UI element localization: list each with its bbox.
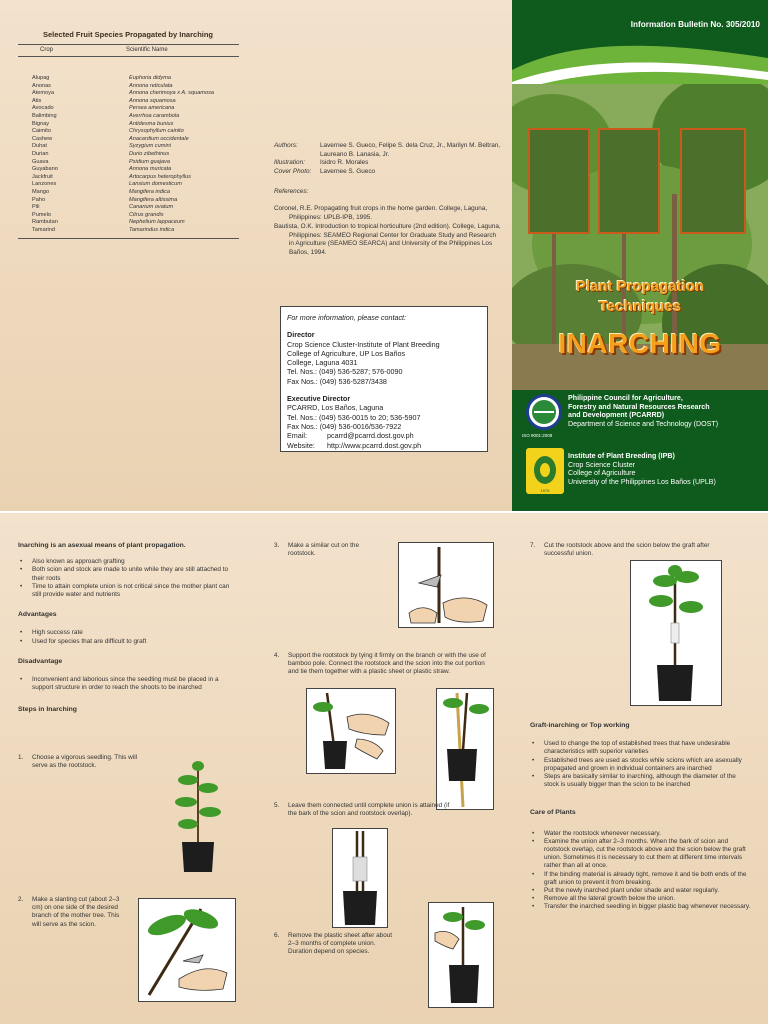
top-working-section xyxy=(530,722,752,912)
credits xyxy=(274,142,502,259)
cover-panel xyxy=(512,0,768,512)
table-row xyxy=(18,90,239,98)
illustration-value: Isidro R. Morales xyxy=(320,159,369,167)
final-plant-icon xyxy=(631,561,721,705)
col-scientific-name: Scientific Name xyxy=(126,47,168,53)
step-number: 6. xyxy=(274,932,280,939)
table-title: Selected Fruit Species Propagated by Inarching xyxy=(42,30,214,39)
remove-plastic-icon xyxy=(429,903,493,1007)
crop-cell: Mango xyxy=(32,188,50,195)
credits-panel xyxy=(256,0,512,512)
scientific-name-cell: Annona cherimoya x A. squamosa xyxy=(129,90,214,97)
intro-bullet: • Both scion and stock are made to unite while they are still attached to their roots xyxy=(18,566,238,582)
director-title: Director xyxy=(287,330,315,340)
step-text: Leave them connected until complete union is attained (if the bark of the scion and rootstock overlap). xyxy=(288,802,450,818)
step-1 xyxy=(18,754,148,770)
advantage-bullet: • High success rate xyxy=(18,629,238,637)
care-bullet: • Water the rootstock whenever necessary. xyxy=(530,830,752,838)
table-row xyxy=(18,143,239,151)
table-row xyxy=(18,227,239,235)
website-row xyxy=(287,441,481,450)
ipb-line-2: Crop Science Cluster xyxy=(568,460,636,469)
crop-cell: Pumelo xyxy=(32,211,51,218)
table-row xyxy=(18,181,239,189)
crop-cell: Rambutan xyxy=(32,219,58,226)
scientific-name-cell: Psidium guajava xyxy=(129,158,171,165)
crop-cell: Caimito xyxy=(32,128,51,135)
reference-1: Coronel, R.E. Propagating fruit crops in the home garden. College, Laguna, Philippines: UPLB-IPB, 1995. xyxy=(274,204,488,221)
step-number: 5. xyxy=(274,802,280,809)
table-row xyxy=(18,136,239,144)
website-label: Website: xyxy=(287,440,315,450)
care-bullet: • Put the newly inarched plant under shade and water regularly. xyxy=(530,887,752,895)
scientific-name-cell: Lansium domesticum xyxy=(129,181,182,188)
step-4 xyxy=(274,652,496,677)
scientific-name-cell: Averrhoa carambola xyxy=(129,112,180,119)
care-heading: Care of Plants xyxy=(530,809,576,817)
page-divider xyxy=(0,511,768,513)
steps-heading: Steps in Inarching xyxy=(18,706,77,714)
pcarrd-line-3: and Development (PCARRD) xyxy=(568,411,665,420)
crop-cell: Atis xyxy=(32,97,42,104)
crop-cell: Jackfruit xyxy=(32,173,53,180)
table-row xyxy=(18,212,239,220)
scientific-name-cell: Artocarpus heterophyllus xyxy=(129,173,191,180)
table-body xyxy=(18,57,239,238)
top-working-bullet: • Steps are basically similar to inarching, although the diameter of the stock is usually bigger than the scion to be inarched xyxy=(530,773,752,789)
illustration-row xyxy=(274,159,502,168)
authors-label: Authors: xyxy=(274,142,298,149)
executive-director-title: Executive Director xyxy=(287,394,351,404)
intro-panel xyxy=(0,512,256,1024)
scientific-name-cell: Mangifera altissima xyxy=(129,196,178,203)
crop-cell: Bignay xyxy=(32,120,50,127)
crop-cell: Pili xyxy=(32,204,40,211)
intro-section xyxy=(18,542,238,725)
cover-main-title: INARCHING xyxy=(558,328,722,359)
scientific-name-cell: Syzygium cumini xyxy=(129,143,171,150)
step-number: 7. xyxy=(530,542,536,549)
table-row xyxy=(18,174,239,182)
top-working-bullet: • Used to change the top of established trees that have undesirable characteristics with superior varieties xyxy=(530,740,752,756)
rootstock-cut-icon xyxy=(399,543,493,627)
authors-value: Lavernee S. Gueco, Felipe S. dela Cruz, Jr., Marilyn M. Beltran, Laureano B. Lanasia, Jr. xyxy=(320,142,501,158)
bamboo-support-icon xyxy=(437,689,493,809)
intro-bullets xyxy=(18,558,238,599)
advantage-bullet: • Used for species that are difficult to graft xyxy=(18,638,238,646)
crop-cell: Durian xyxy=(32,150,49,157)
table-row xyxy=(18,75,239,83)
step-5 xyxy=(274,802,454,818)
table-row xyxy=(18,197,239,205)
email-row xyxy=(287,431,481,440)
website-link[interactable]: http://www.pcarrd.dost.gov.ph xyxy=(327,440,422,450)
seedling-illustration xyxy=(168,758,228,874)
pcarrd-line-1: Philippine Council for Agriculture, xyxy=(568,394,683,402)
table-row xyxy=(18,128,239,136)
table-row xyxy=(18,98,239,106)
scientific-name-cell: Tamarindus indica xyxy=(129,226,175,233)
cover-photo-label: Cover Photo: xyxy=(274,167,312,175)
step-number: 1. xyxy=(18,754,24,761)
photo-inset-2 xyxy=(598,128,660,234)
step-text: Choose a vigorous seedling. This will serve as the rootstock. xyxy=(32,754,138,770)
top-working-bullets xyxy=(530,740,752,789)
care-bullet: • If the binding material is already tight, remove it and tie both ends of the graft union to prevent it from breaking. xyxy=(530,871,752,887)
advantages-heading: Advantages xyxy=(18,611,57,619)
intro-bullet: • Also known as approach grafting xyxy=(18,558,238,566)
table-row xyxy=(18,159,239,167)
cover-title-line-2: Techniques xyxy=(598,298,682,315)
step-text: Support the rootstock by tying it firmly on the branch or with the use of bamboo pole. Connect the rootstock and the scion into the cut portion and tie them together with a plastic sheet or plastic straw. xyxy=(288,652,486,676)
director-fax: Fax Nos.: (049) 536-5287/3438 xyxy=(287,376,387,386)
scientific-name-cell: Durio zibethinus xyxy=(129,150,170,157)
bulletin-number: Information Bulletin No. 305/2010 xyxy=(630,20,760,29)
scientific-name-cell: Chrysophyllum cainito xyxy=(129,128,184,135)
cover-photo-row xyxy=(274,168,502,177)
scientific-name-cell: Persea americana xyxy=(129,105,175,112)
crop-cell: Alupag xyxy=(32,75,50,81)
table-row xyxy=(18,121,239,129)
scientific-name-cell: Nephelium lappaceum xyxy=(129,219,185,226)
step-text: Make a similar cut on the rootstock. xyxy=(288,542,360,558)
email-link[interactable]: pcarrd@pcarrd.dost.gov.ph xyxy=(327,431,414,441)
care-bullet: • Transfer the inarched seedling in bigger plastic bag whenever necessary. xyxy=(530,903,752,911)
tying-icon xyxy=(307,689,395,773)
step-number: 2. xyxy=(18,896,24,903)
care-panel xyxy=(512,512,768,1024)
crop-cell: Anonas xyxy=(32,82,51,89)
scientific-name-cell: Antidesma bunius xyxy=(129,120,174,127)
crop-cell: Tamarind xyxy=(32,226,56,233)
step-2 xyxy=(18,896,122,929)
director-line-1: Crop Science Cluster-Institute of Plant Breeding xyxy=(287,339,440,349)
iso-label: ISO 9001:2008 xyxy=(522,433,553,438)
union-icon xyxy=(333,829,387,927)
table-row xyxy=(18,166,239,174)
contact-box xyxy=(280,306,488,452)
care-bullet: • Examine the union after 2–3 months. When the bark of scion and rootstock overlap, cut the rootstock above and the scion below the graft union. Sometimes it is necessary to cut them at different time intervals rather than all at once. xyxy=(530,838,752,871)
species-table-panel xyxy=(0,0,256,512)
connected-union-illustration xyxy=(332,828,388,928)
scientific-name-cell: Mangifera indica xyxy=(129,188,171,195)
remove-plastic-illustration xyxy=(428,902,494,1008)
disadvantage-bullets xyxy=(18,676,238,692)
step-3 xyxy=(274,542,386,558)
table-row xyxy=(18,83,239,91)
exec-fax: Fax Nos.: (049) 536-0016/536-7922 xyxy=(287,421,402,431)
care-bullet: • Remove all the lateral growth below the union. xyxy=(530,895,752,903)
cover-title-line-1: Plant Propagation xyxy=(575,278,705,295)
reference-2: Bautista, O.K. Introduction to tropical horticulture (2nd edition). College, Laguna, Philippines: SEAMEO Regional Center for Graduate Study and Research in Agriculture (SEAMEO SEARCA) and University of the Philippines Los Baños, 1994. xyxy=(274,223,501,256)
advantages-bullets xyxy=(18,629,238,645)
pcarrd-logo-icon xyxy=(529,397,559,427)
ipb-line-3: College of Agriculture xyxy=(568,469,636,478)
table-row xyxy=(18,113,239,121)
scientific-name-cell: Anacardium occidentale xyxy=(129,135,189,142)
scientific-name-cell: Annona muricata xyxy=(129,166,172,173)
pcarrd-logo xyxy=(526,394,562,430)
intro-bullet: • Time to attain complete union is not critical since the mother plant can still provide water and nutrients xyxy=(18,583,238,599)
crop-cell: Lanzones xyxy=(32,181,57,188)
cover-photo-value: Lavernee S. Gueco xyxy=(320,167,376,175)
top-working-heading: Graft-inarching or Top working xyxy=(530,722,630,729)
crop-cell: Balimbing xyxy=(32,112,57,119)
scientific-name-cell: Annona squamosa xyxy=(129,97,176,104)
step-text: Make a slanting cut (about 2–3 cm) on one side of the desired branch of the mother tree. This will serve as the scion. xyxy=(32,896,120,928)
illustration-label: Illustration: xyxy=(274,159,305,167)
ipb-logo-icon xyxy=(526,448,564,488)
intro-heading: Inarching is an asexual means of plant propagation. xyxy=(18,542,186,549)
table-row xyxy=(18,219,239,227)
scientific-name-cell: Canarium ovatum xyxy=(129,204,174,211)
tying-illustration xyxy=(306,688,396,774)
rootstock-cut-illustration xyxy=(398,542,494,628)
final-plant-illustration xyxy=(630,560,722,706)
ipb-info xyxy=(568,452,716,486)
table-row xyxy=(18,105,239,113)
pcarrd-info xyxy=(568,394,718,428)
crop-cell: Duhat xyxy=(32,143,47,150)
crop-cell: Avocado xyxy=(32,105,54,112)
scion-cut-icon xyxy=(139,899,235,1001)
slanting-cut-illustration xyxy=(138,898,236,1002)
steps-panel xyxy=(256,512,512,1024)
director-line-2: College of Agriculture, UP Los Baños xyxy=(287,348,406,358)
crop-cell: Guyabano xyxy=(32,166,58,173)
email-label: Email: xyxy=(287,431,307,441)
bamboo-support-illustration xyxy=(436,688,494,810)
director-tel: Tel. Nos.: (049) 536-5287; 576-0090 xyxy=(287,367,403,377)
director-line-3: College, Laguna 4031 xyxy=(287,358,358,368)
crop-cell: Atemoya xyxy=(32,90,55,97)
ipb-year: 1975 xyxy=(540,488,550,493)
table-header xyxy=(18,45,239,57)
authors-row xyxy=(274,142,502,159)
scientific-name-cell: Citrus grandis xyxy=(129,211,164,218)
references-title: References: xyxy=(274,188,309,196)
photo-inset-3 xyxy=(680,128,746,234)
exec-tel: Tel. Nos.: (049) 536-0015 to 20; 536-5907 xyxy=(287,412,421,422)
care-bullets xyxy=(530,830,752,912)
pcarrd-line-4: Department of Science and Technology (DOST) xyxy=(568,419,719,428)
crop-cell: Cashew xyxy=(32,135,53,142)
species-table xyxy=(18,44,239,239)
crop-cell: Guava xyxy=(32,158,49,165)
step-7 xyxy=(530,542,720,558)
step-number: 3. xyxy=(274,542,280,549)
ipb-line-1: Institute of Plant Breeding (IPB) xyxy=(568,452,675,460)
table-row xyxy=(18,189,239,197)
exec-line-1: PCARRD, Los Baños, Laguna xyxy=(287,403,384,413)
step-6 xyxy=(274,932,394,957)
disadvantage-bullet: • Inconvenient and laborious since the seedling must be placed in a support structure in order to reach the shoots to be inarched xyxy=(18,676,238,692)
ipb-logo xyxy=(526,448,564,494)
photo-inset-1 xyxy=(528,128,590,234)
pcarrd-line-2: Forestry and Natural Resources Research xyxy=(568,402,710,411)
table-row xyxy=(18,151,239,159)
crop-cell: Paho xyxy=(32,196,46,203)
table-row xyxy=(18,204,239,212)
scientific-name-cell: Annona reticulata xyxy=(129,82,173,89)
step-text: Cut the rootstock above and the scion below the graft after successful union. xyxy=(544,542,710,558)
step-number: 4. xyxy=(274,652,280,659)
contact-intro: For more information, please contact: xyxy=(287,313,407,322)
disadvantage-heading: Disadvantage xyxy=(18,657,63,665)
seedling-icon xyxy=(168,758,228,874)
step-text: Remove the plastic sheet after about 2–3 months of complete union. Duration depend on species. xyxy=(288,932,393,956)
top-working-bullet: • Established trees are used as stocks while scions which are asexually propagated and grown in individual containers are inarched xyxy=(530,757,752,773)
col-crop: Crop xyxy=(40,47,54,53)
ipb-line-4: University of the Philippines Los Baños (UPLB) xyxy=(568,477,716,486)
scientific-name-cell: Euphoria didyma xyxy=(129,75,171,81)
